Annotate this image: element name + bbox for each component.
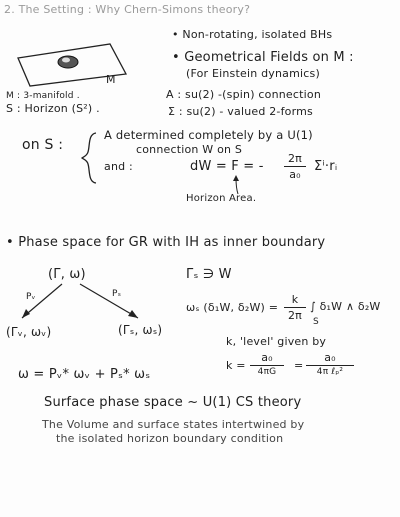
a0-over-4pi-lp-fraction (306, 352, 354, 377)
omega-sum-equation: ω = Pᵥ* ωᵥ + Pₛ* ωₛ (18, 367, 151, 382)
arrow-right-head (128, 310, 138, 318)
frac-den: a₀ (289, 168, 301, 181)
arrow-right-line (80, 284, 138, 318)
two-pi-over-a0-fraction (284, 153, 306, 180)
sigma-r-term: Σⁱ·rᵢ (314, 159, 338, 174)
gamma-s-label: (Γₛ, ωₛ) (118, 323, 163, 337)
two-pi-den: 2π (287, 309, 303, 322)
bullet-einstein-dynamics: (For Einstein dynamics) (186, 67, 320, 80)
k-lhs: k = (226, 359, 246, 372)
bar-1 (250, 365, 284, 366)
horizon-highlight-shape (62, 58, 70, 63)
on-s-line2: connection W on S (136, 143, 243, 156)
on-s-line1: A determined completely by a U(1) (104, 128, 313, 142)
a0-num-2: a₀ (324, 351, 336, 364)
a0-over-4piG-fraction (250, 352, 284, 377)
a0-num-1: a₀ (261, 351, 273, 364)
gamma-s-contains-w: Γₛ ∋ W (186, 267, 232, 282)
horizon-area-label: Horizon Area. (186, 193, 257, 204)
field-a-line: A : su(2) -(spin) connection (166, 88, 322, 101)
manifold-letter: M (106, 73, 116, 86)
on-s-label: on S : (22, 137, 64, 153)
arrow-left-head (22, 309, 30, 318)
m-manifold-label: M : 3-manifold . (6, 91, 80, 101)
dw-equation: dW = F = - (190, 159, 264, 174)
frac-bar (284, 166, 306, 167)
four-pi-g-den: 4πG (257, 367, 277, 377)
level-line: k, 'level' given by (226, 335, 327, 348)
arrow-left-label: Pᵥ (26, 292, 36, 302)
integral-subscript: S (313, 317, 319, 327)
bullet-geometrical-fields: • Geometrical Fields on M : (172, 50, 354, 65)
phase-space-heading: • Phase space for GR with IH as inner boundary (6, 235, 326, 250)
and-label: and : (104, 160, 133, 173)
bullet-non-rotating: • Non-rotating, isolated BHs (172, 28, 333, 41)
frac-num: 2π (287, 152, 303, 165)
surface-sub-line2: the isolated horizon boundary condition (56, 432, 284, 445)
bar-2 (306, 365, 354, 366)
k-bar (284, 307, 306, 308)
k-num: k (291, 293, 299, 306)
surface-sub-line1: The Volume and surface states intertwined by (42, 418, 305, 431)
page-title: 2. The Setting : Why Chern-Simons theory? (4, 3, 251, 16)
omega-s-rhs: ∫ δ₁W ∧ δ₂W (310, 300, 381, 313)
arrow-right-label: Pₛ (112, 289, 122, 299)
field-sigma-line: Σ : su(2) - valued 2-forms (168, 105, 313, 118)
four-pi-lp-den: 4π ℓₚ² (316, 367, 344, 377)
gamma-omega-top: (Γ, ω) (48, 267, 86, 282)
s-horizon-label: S : Horizon (S²) . (6, 102, 100, 115)
brace-shape (82, 133, 96, 183)
area-pointer-head (233, 175, 239, 181)
k-over-2pi-fraction (284, 294, 306, 321)
k-equals: = (294, 359, 304, 372)
surface-phase-space-line: Surface phase space ~ U(1) CS theory (44, 395, 302, 410)
omega-s-lhs: ωₛ (δ₁W, δ₂W) = (186, 301, 279, 314)
gamma-v-label: (Γᵥ, ωᵥ) (6, 325, 52, 339)
